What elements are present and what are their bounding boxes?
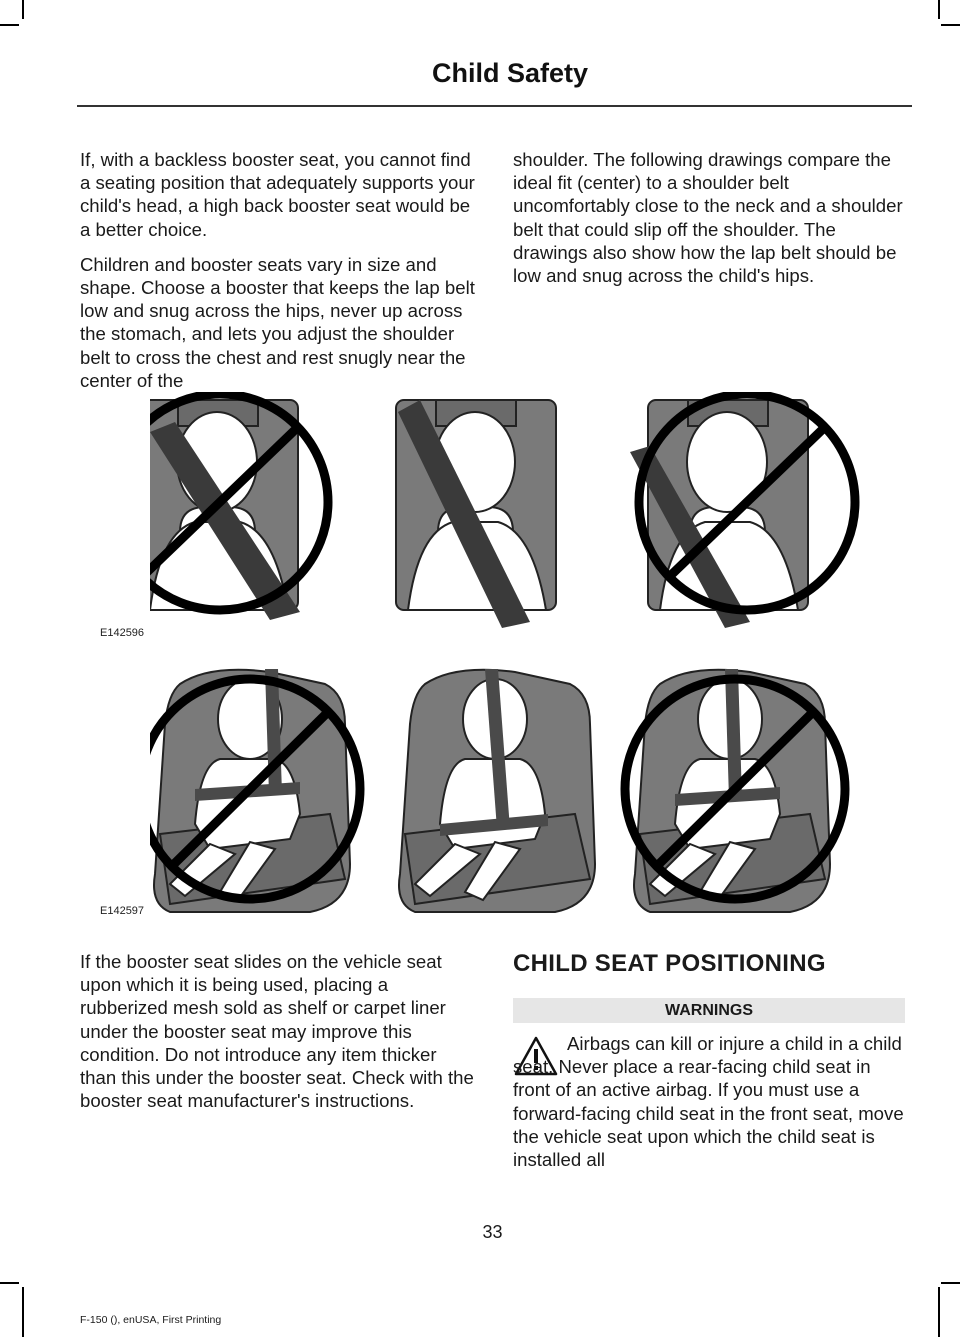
figure-id: E142596: [100, 627, 145, 639]
warnings-label: WARNINGS: [513, 998, 905, 1023]
panel-ideal-fit: [396, 400, 556, 628]
crop-mark: [941, 24, 960, 26]
warning-text: Airbags can kill or injure a child in a child seat. Never place a rear-facing child seat in front of an active airbag. If you must use a forward-facing child seat in the front seat, move the vehicle seat upon which the child seat is installed all: [513, 1033, 904, 1171]
paragraph: If, with a backless booster seat, you cannot find a seating position that adequately supports your child's head, a high back booster seat would be a better choice.: [80, 149, 475, 240]
crop-mark: [938, 0, 940, 19]
panel-belt-off-shoulder: [630, 394, 855, 628]
crop-mark: [22, 0, 24, 19]
crop-mark: [938, 1287, 940, 1337]
panel-lap-belt-high-alt: [625, 669, 845, 912]
lap-belt-illustration: [150, 664, 860, 914]
section-heading: CHILD SEAT POSITIONING: [513, 950, 826, 977]
paragraph: If the booster seat slides on the vehicle seat upon which it is being used, placing a rubberized mesh sold as shelf or carpet liner under the booster seat may improve this condition. Do not introduce any item thicker than this under the booster seat. Check with the booster seat manufacturer's instructions.: [80, 951, 474, 1112]
paragraph: shoulder. The following drawings compare the ideal fit (center) to a shoulder belt uncomfortably close to the neck and a shoulder belt that could slip off the shoulder. The drawings also show how the lap belt should be low and snug across the child's hips.: [513, 149, 903, 287]
page-number: 33: [482, 1222, 503, 1242]
panel-lap-belt-high: [150, 669, 360, 912]
crop-mark: [0, 24, 19, 26]
panel-ideal-fit: [399, 669, 595, 912]
lower-left-text: [80, 950, 476, 1124]
panel-belt-near-neck: [150, 394, 328, 620]
crop-mark: [941, 1282, 960, 1284]
crop-mark: [0, 1282, 19, 1284]
paragraph: Children and booster seats vary in size and shape. Choose a booster that keeps the lap belt low and snug across the hips, never up across the stomach, and lets you adjust the shoulder belt to cross the chest and rest snugly near the center of the: [80, 253, 475, 391]
figure-id: E142597: [100, 905, 145, 917]
lap-belt-figure: [150, 664, 860, 914]
shoulder-belt-illustration: [150, 392, 860, 632]
right-column-text: [513, 148, 907, 299]
header-divider: [77, 105, 912, 107]
page-title: Child Safety: [431, 58, 588, 88]
crop-mark: [22, 1287, 24, 1337]
left-column-text: [80, 148, 476, 404]
shoulder-belt-figure: [150, 392, 860, 632]
footer-note: F-150 (), enUSA, First Printing: [80, 1314, 222, 1326]
